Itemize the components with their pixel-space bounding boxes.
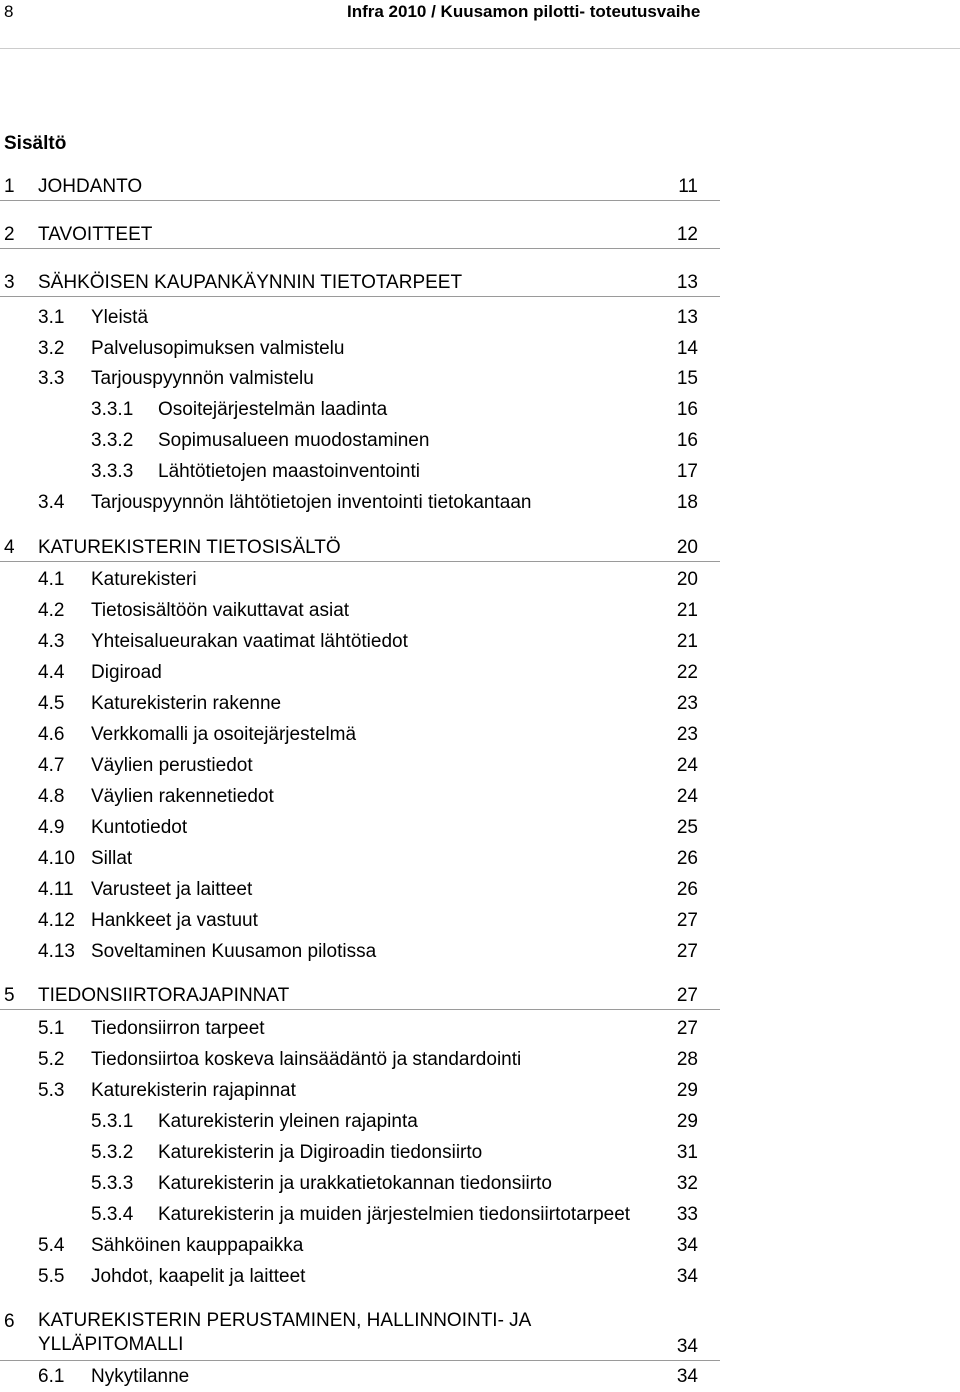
toc-entry[interactable]	[0, 366, 720, 392]
toc-entry-page: 27	[676, 910, 698, 931]
toc-entry-number: 3	[4, 272, 15, 293]
toc-entry[interactable]	[0, 174, 720, 201]
toc-entry-page: 20	[676, 569, 698, 590]
toc-entry-title: Tietosisältöön vaikuttavat asiat	[91, 600, 350, 621]
toc-entry[interactable]	[0, 815, 720, 841]
toc-entry-page: 27	[676, 985, 698, 1006]
toc-entry-title: KATUREKISTERIN PERUSTAMINEN, HALLINNOINTI- JA YLLÄPITOMALLI	[38, 1310, 531, 1355]
toc-entry[interactable]	[0, 1109, 720, 1135]
toc-entry-number: 3.4	[38, 492, 65, 513]
toc-entry-page: 23	[676, 693, 698, 714]
toc-entry-page: 26	[676, 879, 698, 900]
toc-entry[interactable]	[0, 846, 720, 872]
toc-entry-title: Väylien perustiedot	[91, 755, 253, 776]
toc-entry-page: 13	[676, 272, 698, 293]
toc-entry-title: Sopimusalueen muodostaminen	[158, 430, 430, 451]
toc-entry[interactable]	[0, 1264, 720, 1290]
toc-entry-number: 5.5	[38, 1266, 65, 1287]
toc-entry-title: Katurekisterin yleinen rajapinta	[158, 1111, 418, 1132]
toc-entry-title: Tiedonsiirron tarpeet	[91, 1018, 265, 1039]
toc-entry[interactable]	[0, 567, 720, 593]
toc-entry[interactable]	[0, 305, 720, 331]
toc-entry-number: 4.2	[38, 600, 65, 621]
toc-entry[interactable]	[0, 983, 720, 1010]
toc-entry[interactable]	[0, 397, 720, 423]
toc-entry-number: 3.3.1	[91, 399, 134, 420]
toc-entry-title: Katurekisterin ja urakkatietokannan tiedonsiirto	[158, 1173, 552, 1194]
toc-entry-page: 27	[676, 941, 698, 962]
toc-entry-number: 4.1	[38, 569, 65, 590]
toc-entry-number: 5.3.2	[91, 1142, 134, 1163]
toc-entry-title: TIEDONSIIRTORAJAPINNAT	[38, 985, 290, 1006]
toc-entry-page: 34	[676, 1235, 698, 1256]
toc-entry-title: JOHDANTO	[38, 176, 143, 197]
toc-entry-title: Katurekisterin rajapinnat	[91, 1080, 296, 1101]
toc-entry-page: 20	[676, 537, 698, 558]
page-number: 8	[4, 2, 14, 21]
toc-entry-title: Tarjouspyynnön lähtötietojen inventointi tietokantaan	[91, 492, 532, 513]
toc-entry[interactable]	[0, 270, 720, 297]
toc-entry-page: 12	[676, 224, 698, 245]
toc-entry-number: 5.1	[38, 1018, 65, 1039]
toc-entry-number: 5.3.1	[91, 1111, 134, 1132]
toc-entry-page: 16	[676, 430, 698, 451]
toc-entry-title: TAVOITTEET	[38, 224, 153, 245]
toc-entry[interactable]	[0, 428, 720, 454]
toc-entry-page: 26	[676, 848, 698, 869]
toc-entry[interactable]	[0, 722, 720, 748]
toc-entry-title: Soveltaminen Kuusamon pilotissa	[91, 941, 377, 962]
toc-entry-title: Katurekisterin ja muiden järjestelmien tiedonsiirtotarpeet	[158, 1204, 631, 1225]
toc-entry-number: 4.9	[38, 817, 65, 838]
toc-entry-page: 17	[676, 461, 698, 482]
toc-entry-page: 21	[676, 600, 698, 621]
toc-entry-number: 5.3.4	[91, 1204, 134, 1225]
toc-entry[interactable]	[0, 660, 720, 686]
toc-entry-number: 4.7	[38, 755, 65, 776]
toc-entry-number: 4.5	[38, 693, 65, 714]
toc-entry-number: 4.12	[38, 910, 75, 931]
toc-entry-number: 3.2	[38, 338, 65, 359]
toc-entry-number: 4.3	[38, 631, 65, 652]
toc-entry-title: Sillat	[91, 848, 133, 869]
toc-entry-title: KATUREKISTERIN TIETOSISÄLTÖ	[38, 537, 341, 558]
toc-entry-title: Johdot, kaapelit ja laitteet	[91, 1266, 306, 1287]
toc-entry[interactable]	[0, 1140, 720, 1166]
toc-entry-page: 15	[676, 368, 698, 389]
page-header	[0, 0, 960, 50]
toc-entry-page: 23	[676, 724, 698, 745]
toc-entry-page: 16	[676, 399, 698, 420]
toc-entry-number: 6	[4, 1311, 15, 1332]
toc-entry-number: 3.3.3	[91, 461, 134, 482]
toc-entry[interactable]	[0, 1016, 720, 1042]
toc-entry-title: Verkkomalli ja osoitejärjestelmä	[91, 724, 357, 745]
toc-entry[interactable]	[0, 1202, 720, 1228]
toc-entry-page: 24	[676, 755, 698, 776]
toc-entry-page: 28	[676, 1049, 698, 1070]
toc-entry-page: 24	[676, 786, 698, 807]
toc-entry-number: 5.3	[38, 1080, 65, 1101]
toc-entry-page: 27	[676, 1018, 698, 1039]
toc-entry-number: 1	[4, 176, 15, 197]
toc-entry-page: 25	[676, 817, 698, 838]
toc-entry[interactable]	[0, 1078, 720, 1104]
toc-entry[interactable]	[0, 629, 720, 655]
toc-entry[interactable]	[0, 1308, 720, 1361]
toc-entry-page: 34	[676, 1266, 698, 1287]
toc-entry-title: Katurekisteri	[91, 569, 197, 590]
toc-entry-title: Nykytilanne	[91, 1366, 190, 1387]
toc-entry-title: Varusteet ja laitteet	[91, 879, 253, 900]
toc-entry[interactable]	[0, 877, 720, 903]
toc-entry-title: Väylien rakennetiedot	[91, 786, 274, 807]
toc-entry[interactable]	[0, 459, 720, 485]
toc-entry-number: 3.1	[38, 307, 65, 328]
toc-entry-number: 2	[4, 224, 15, 245]
toc-entry-page: 21	[676, 631, 698, 652]
toc-entry-title: Katurekisterin ja Digiroadin tiedonsiirto	[158, 1142, 483, 1163]
toc-entry-number: 6.1	[38, 1366, 65, 1387]
toc-entry[interactable]	[0, 535, 720, 562]
toc-entry-title: Palvelusopimuksen valmistelu	[91, 338, 345, 359]
toc-entry-number: 4.6	[38, 724, 65, 745]
toc-entry-title: Kuntotiedot	[91, 817, 188, 838]
toc-entry[interactable]	[0, 222, 720, 249]
running-title: Infra 2010 / Kuusamon pilotti- toteutusvaihe	[347, 2, 701, 21]
toc-entry[interactable]	[0, 753, 720, 779]
toc-entry-title: Yleistä	[91, 307, 149, 328]
toc-entry-number: 4.11	[38, 879, 74, 900]
toc-entry[interactable]	[0, 1364, 720, 1390]
toc-entry-number: 3.3	[38, 368, 65, 389]
toc-entry[interactable]	[0, 336, 720, 362]
toc-entry-page: 33	[676, 1204, 698, 1225]
toc-entry-title: Osoitejärjestelmän laadinta	[158, 399, 388, 420]
toc-entry-page: 34	[676, 1336, 698, 1357]
toc-entry[interactable]	[0, 490, 720, 516]
toc-entry-title: Yhteisalueurakan vaatimat lähtötiedot	[91, 631, 408, 652]
toc-entry-page: 18	[676, 492, 698, 513]
toc-entry-page: 22	[676, 662, 698, 683]
toc-entry[interactable]	[0, 784, 720, 810]
toc-entry-number: 4.10	[38, 848, 75, 869]
toc-entry[interactable]	[0, 1233, 720, 1259]
toc-entry-number: 5.3.3	[91, 1173, 134, 1194]
toc-entry-page: 31	[676, 1142, 698, 1163]
toc-entry[interactable]	[0, 598, 720, 624]
toc-entry-number: 5	[4, 985, 15, 1006]
toc-entry-title: Tarjouspyynnön valmistelu	[91, 368, 314, 389]
toc-entry-number: 4.8	[38, 786, 65, 807]
toc-entry-page: 32	[676, 1173, 698, 1194]
toc-entry-page: 13	[676, 307, 698, 328]
toc-entry-page: 29	[676, 1111, 698, 1132]
toc-entry-number: 5.2	[38, 1049, 65, 1070]
toc-entry[interactable]	[0, 1171, 720, 1197]
toc-entry-page: 11	[678, 176, 698, 197]
toc-entry[interactable]	[0, 908, 720, 934]
toc-entry-number: 4	[4, 537, 15, 558]
toc-entry-page: 14	[676, 338, 698, 359]
toc-entry-title: Lähtötietojen maastoinventointi	[158, 461, 420, 482]
toc-entry-title: Hankkeet ja vastuut	[91, 910, 258, 931]
toc-entry-number: 3.3.2	[91, 430, 134, 451]
toc-entry[interactable]	[0, 1047, 720, 1073]
toc-entry-number: 4.4	[38, 662, 65, 683]
toc-entry[interactable]	[0, 691, 720, 717]
toc-entry-title: Tiedonsiirtoa koskeva lainsäädäntö ja standardointi	[91, 1049, 522, 1070]
toc-entry-title: Katurekisterin rakenne	[91, 693, 282, 714]
toc-entry-title: Sähköinen kauppapaikka	[91, 1235, 304, 1256]
toc-heading: Sisältö	[4, 133, 67, 154]
toc-entry-page: 29	[676, 1080, 698, 1101]
toc-entry-title: Digiroad	[91, 662, 162, 683]
toc-entry-page: 34	[676, 1366, 698, 1387]
toc-entry-number: 5.4	[38, 1235, 65, 1256]
header-divider	[0, 48, 960, 49]
toc-entry-number: 4.13	[38, 941, 75, 962]
toc-entry-title: SÄHKÖISEN KAUPANKÄYNNIN TIETOTARPEET	[38, 272, 463, 293]
toc-entry[interactable]	[0, 939, 720, 965]
